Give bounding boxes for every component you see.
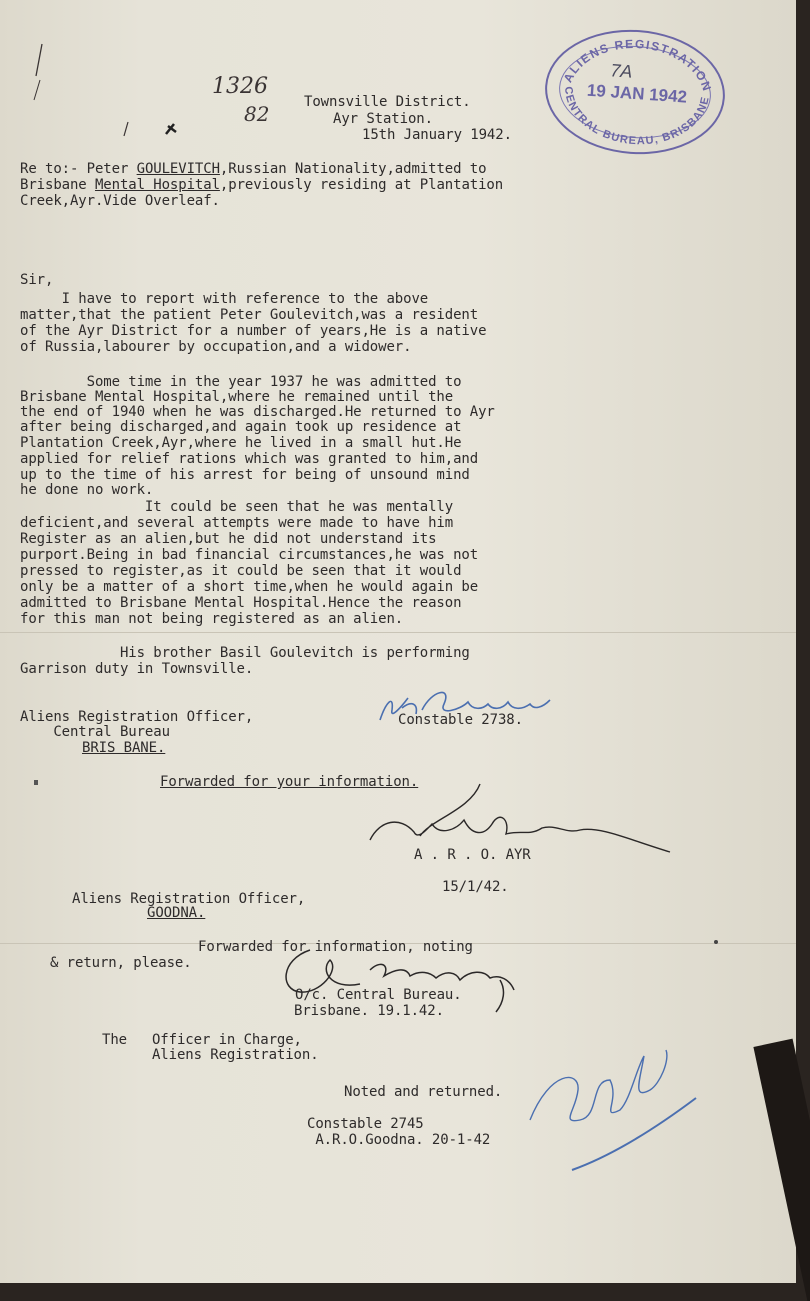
paragraph-line: matter,that the patient Peter Goulevitch,was a resident	[20, 307, 479, 323]
noted-returned: Noted and returned.	[344, 1084, 503, 1100]
paragraph-line: up to the time of his arrest for being of unsound mind	[20, 467, 470, 483]
constable-2-line-1: Constable 2745	[307, 1116, 424, 1132]
addressee-1-line-1: Aliens Registration Officer,	[20, 709, 254, 725]
central-line-2: Brisbane. 19.1.42.	[294, 1003, 444, 1019]
header-station: Ayr Station.	[333, 111, 433, 127]
paragraph-line: applied for relief rations which was granted to him,and	[20, 451, 479, 467]
stamp-date: 19 JAN 1942	[586, 80, 688, 107]
header-date: 15th January 1942.	[362, 127, 512, 143]
fold-line	[0, 632, 796, 633]
paragraph-line: Garrison duty in Townsville.	[20, 661, 254, 677]
addressee-1-line-3: BRIS BANE.	[82, 740, 166, 756]
paragraph-line: for this man not being registered as an alien.	[20, 611, 404, 627]
registration-stamp	[541, 24, 729, 160]
paragraph-line: Register as an alien,but he did not understand its	[20, 531, 437, 547]
paragraph-line: Brisbane Mental Hospital,where he remained until the	[20, 389, 454, 405]
stamp-arc-top: ALIENS REGISTRATION	[560, 36, 715, 94]
salutation: Sir,	[20, 272, 54, 288]
central-line-1: O/c. Central Bureau.	[295, 987, 462, 1003]
subject-line-3: Creek,Ayr.Vide Overleaf.	[20, 193, 220, 209]
addressee-2-line-1: Aliens Registration Officer,	[72, 891, 306, 907]
paragraph-line: admitted to Brisbane Mental Hospital.Hence the reason	[20, 595, 462, 611]
paragraph-line: after being discharged,and again took up residence at	[20, 419, 462, 435]
paragraph-line: His brother Basil Goulevitch is performing	[20, 645, 470, 661]
file-number-bottom: 82	[244, 102, 270, 126]
paragraph-line: he done no work.	[20, 482, 154, 498]
subject-line-2: Brisbane Mental Hospital,previously residing at Plantation	[20, 177, 504, 193]
stamp-ref: 7A	[609, 60, 634, 82]
constable-1: Constable 2738.	[398, 712, 523, 728]
paragraph-line: of Russia,labourer by occupation,and a widower.	[20, 339, 412, 355]
header-district: Townsville District.	[304, 94, 471, 110]
officer-line-1: The Officer in Charge,	[102, 1032, 302, 1048]
ink-dot	[714, 940, 718, 944]
paragraph-line: Plantation Creek,Ayr,where he lived in a small hut.He	[20, 435, 462, 451]
aro-ayr: A . R . O. AYR	[414, 847, 531, 863]
paragraph-line: the end of 1940 when he was discharged.He returned to Ayr	[20, 404, 495, 420]
addressee-1-line-2: Central Bureau	[20, 724, 170, 740]
margin-ticks	[118, 118, 188, 142]
paragraph-line: pressed to register,as it could be seen that it would	[20, 563, 462, 579]
ink-dot	[34, 780, 38, 785]
constable-2-line-2: A.R.O.Goodna. 20-1-42	[307, 1132, 491, 1148]
goodna-signature	[520, 1040, 720, 1180]
margin-ticks	[28, 40, 58, 150]
forwarded-2-line-2: & return, please.	[50, 955, 192, 971]
paragraph-line: only be a matter of a short time,when he would again be	[20, 579, 479, 595]
officer-line-2: Aliens Registration.	[102, 1047, 319, 1063]
subject-line-1: Re to:- Peter GOULEVITCH,Russian Nationality,admitted to	[20, 161, 487, 177]
paragraph-line: deficient,and several attempts were made to have him	[20, 515, 454, 531]
date-2: 15/1/42.	[442, 879, 509, 895]
forwarded-2-line-1: Forwarded for information, noting	[198, 939, 473, 955]
paragraph-line: Some time in the year 1937 he was admitted to	[20, 374, 462, 390]
paragraph-line: purport.Being in bad financial circumstances,he was not	[20, 547, 479, 563]
subject-surname: GOULEVITCH	[136, 161, 220, 177]
file-number-top: 1326	[212, 74, 268, 99]
stamp-arc-bottom: CENTRAL BUREAU, BRISBANE	[561, 86, 712, 148]
forwarded-1: Forwarded for your information.	[160, 774, 419, 790]
addressee-2-line-2: GOODNA.	[147, 905, 206, 921]
paragraph-line: of the Ayr District for a number of years,He is a native	[20, 323, 487, 339]
paragraph-line: I have to report with reference to the above	[20, 291, 429, 307]
paragraph-line: It could be seen that he was mentally	[20, 499, 454, 515]
